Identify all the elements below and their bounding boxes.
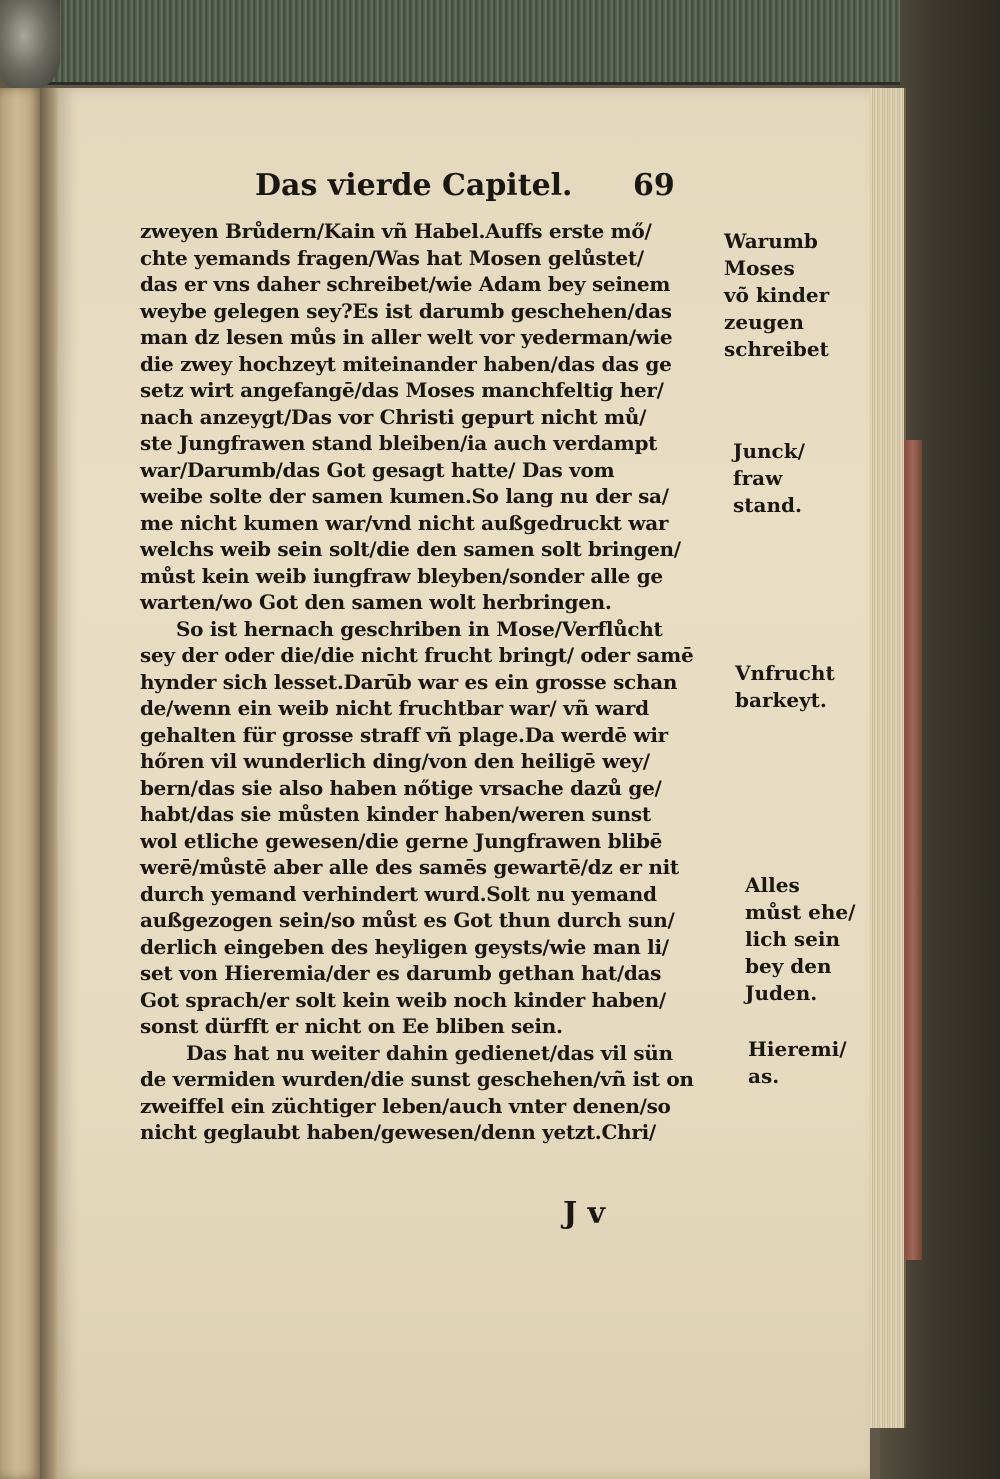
text-line: wol etliche gewesen/die gerne Jungfrawen blibē xyxy=(140,828,663,853)
text-line: sonst dürfft er nicht on Ee bliben sein. xyxy=(140,1014,563,1038)
text-line: me nicht kumen war/vnd nicht außgedruckt war xyxy=(140,510,669,535)
text-line: nicht geglaubt haben/gewesen/denn yetzt.Chri/ xyxy=(140,1120,656,1144)
text-line: de/wenn ein weib nicht fruchtbar war/ vñ ward xyxy=(140,696,649,720)
page-number: 69 xyxy=(633,168,675,203)
text-line: warten/wo Got den samen wolt herbringen. xyxy=(140,590,612,614)
text-line: das er vns daher schreibet/wie Adam bey seinem xyxy=(140,272,671,296)
text-line: weybe gelegen sey?Es ist darumb geschehen/das xyxy=(140,298,672,323)
margin-note-line: võ kinder xyxy=(724,283,830,307)
clasp-icon xyxy=(0,0,60,90)
text-line: bern/das sie also haben nőtige vrsache dazů ge/ xyxy=(140,775,662,800)
text-line: die zwey hochzeyt miteinander haben/das das ge xyxy=(140,351,672,376)
margin-note-line: Warumb xyxy=(724,229,818,253)
chapter-title: Das vierde Capitel. xyxy=(255,168,573,203)
text-line: Das hat nu weiter dahin gedienet/das vil sün xyxy=(186,1040,673,1065)
margin-note-line: Vnfrucht xyxy=(735,661,835,685)
text-line: habt/das sie můsten kinder haben/weren sunst xyxy=(140,802,651,826)
text-line: set von Hieremia/der es darumb gethan hat/das xyxy=(140,961,662,985)
margin-note-vnfrucht xyxy=(735,660,865,714)
text-line: gehalten für grosse straff vñ plage.Da werdē wir xyxy=(140,722,668,747)
margin-note-line: bey den xyxy=(745,954,832,978)
text-line: chte yemands fragen/Was hat Mosen gelůstet/ xyxy=(140,245,644,270)
text-line: werē/můstē aber alle des samēs gewartē/dz er nit xyxy=(140,855,679,879)
text-line: man dz lesen můs in aller welt vor yederman/wie xyxy=(140,325,673,349)
text-line: welchs weib sein solt/die den samen solt bringen/ xyxy=(140,537,681,561)
text-line: So ist hernach geschriben in Mose/Verflůcht xyxy=(176,616,663,641)
text-line: durch yemand verhindert wurd.Solt nu yemand xyxy=(140,881,657,906)
text-line: hynder sich lesset.Darūb war es ein grosse schan xyxy=(140,669,678,694)
margin-note-line: Moses xyxy=(724,256,795,280)
text-line: derlich eingeben des heyligen geysts/wie man li/ xyxy=(140,934,669,959)
margin-note-hieremias xyxy=(748,1036,878,1090)
text-line: außgezogen sein/so můst es Got thun durch sun/ xyxy=(140,908,675,932)
text-line: weibe solte der samen kumen.So lang nu der sa/ xyxy=(140,484,669,508)
running-header xyxy=(255,168,695,212)
body-text xyxy=(140,218,740,1146)
text-line: hőren vil wunderlich ding/von den heiligē wey/ xyxy=(140,749,650,773)
margin-note-line: Juden. xyxy=(745,981,818,1005)
margin-note-line: zeugen xyxy=(724,310,804,334)
margin-note-alles xyxy=(745,872,875,1007)
margin-note-line: barkeyt. xyxy=(735,688,827,712)
text-line: war/Darumb/das Got gesagt hatte/ Das vom xyxy=(140,457,615,482)
margin-note-line: as. xyxy=(748,1064,780,1088)
text-line: zweiffel ein züchtiger leben/auch vnter denen/so xyxy=(140,1093,671,1118)
left-page-edge xyxy=(0,88,42,1479)
book-top-edge xyxy=(40,0,900,85)
text-line: ste Jungfrawen stand bleiben/ia auch verdampt xyxy=(140,431,658,455)
margin-note-line: lich sein xyxy=(745,927,840,951)
text-line: sey der oder die/die nicht frucht bringt/ oder samē xyxy=(140,643,694,667)
margin-note-line: Hieremi/ xyxy=(748,1037,847,1061)
text-line: Got sprach/er solt kein weib noch kinder haben/ xyxy=(140,987,666,1012)
text-line: setz wirt angefangē/das Moses manchfeltig her/ xyxy=(140,378,664,402)
red-page-edge xyxy=(904,440,922,1260)
margin-note-line: stand. xyxy=(733,493,802,517)
margin-note-warumb xyxy=(724,228,854,363)
margin-note-line: Alles xyxy=(745,873,800,897)
text-line: zweyen Brůdern/Kain vñ Habel.Auffs erste mő/ xyxy=(140,219,652,243)
margin-note-line: schreibet xyxy=(724,337,829,361)
margin-note-junckfraw xyxy=(733,438,863,519)
margin-note-line: můst ehe/ xyxy=(745,900,856,924)
margin-note-line: fraw xyxy=(733,466,783,490)
margin-note-line: Junck/ xyxy=(733,439,805,463)
text-line: můst kein weib iungfraw bleyben/sonder alle ge xyxy=(140,563,663,588)
text-line: nach anzeygt/Das vor Christi gepurt nicht mů/ xyxy=(140,404,647,429)
signature-mark: J v xyxy=(563,1196,606,1231)
text-line: de vermiden wurden/die sunst geschehen/vñ ist on xyxy=(140,1067,694,1091)
